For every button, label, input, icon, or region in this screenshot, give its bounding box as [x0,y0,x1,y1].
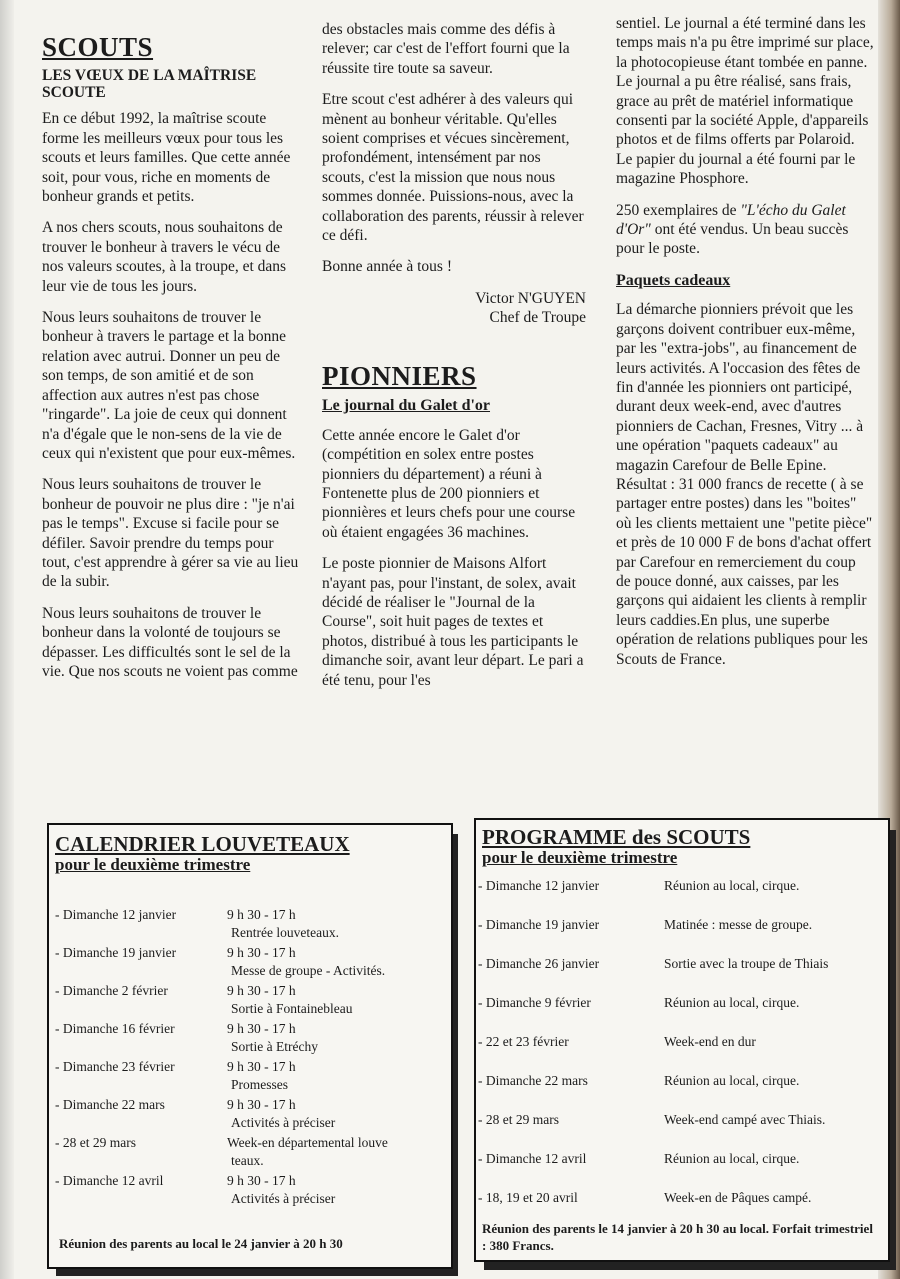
calendar-row-activity: teaux. [231,1153,264,1168]
calendar-row-time: 9 h 30 - 17 h [227,1173,296,1188]
calendar-row-time: 9 h 30 - 17 h [227,907,296,922]
calendar-subtitle: pour le deuxième trimestre [55,855,251,874]
paragraph: des obstacles mais comme des défis à relever; car c'est de l'effort fourni que la réussite tire toute sa saveur. [322,21,570,77]
calendar-row-activity: Sortie à Etréchy [231,1039,318,1054]
programme-subtitle: pour le deuxième trimestre [482,848,678,867]
paragraph: Nous leurs souhaitons de trouver le bonheur à travers le partage et la bonne relation avec autrui. Donner un peu de son temps, de son amitié et de son affection aux autres n'est pas chose "ringarde". La joie de ceux qui donnent n'a d'égale que le non-sens de la vie de ceux qui n'existent que pour eux-mêmes. [42,309,296,462]
programme-row-activity: Sortie avec la troupe de Thiais [664,956,829,971]
programme-row-activity: Week-end en dur [664,1034,756,1049]
paragraph: Nous leurs souhaitons de trouver le bonheur dans la volonté de toujours se dépasser. Les difficultés sont le sel de la vie. Que nos scouts ne voient pas comme [42,604,298,680]
calendar-row-activity: Rentrée louveteaux. [231,925,339,940]
column-middle [322,20,586,702]
copies-prefix: 250 exemplaires de [616,201,741,219]
calendar-louveteaux-box [47,823,453,1269]
programme-row-date: - Dimanche 19 janvier [478,917,600,932]
calendar-list [55,907,445,1207]
subheading-paquets: Paquets cadeaux [616,271,731,289]
programme-title: PROGRAMME des SCOUTS [482,825,751,849]
subheading-voeux: LES VŒUX DE LA MAÎTRISE SCOUTE [42,67,257,102]
section-heading-scouts: SCOUTS [42,32,154,62]
copies-title: "L'écho du Galet d'Or" [616,201,846,239]
programme-row-activity: Matinée : messe de groupe. [664,917,813,932]
programme-scouts-box [474,818,890,1262]
calendar-row-date: - Dimanche 22 mars [55,1097,165,1112]
programme-note: Réunion des parents le 14 janvier à 20 h 30 au local. Forfait trimestriel : 380 Francs. [482,1221,873,1253]
calendar-row-time: 9 h 30 - 17 h [227,945,296,960]
programme-row-date: - Dimanche 9 février [478,995,591,1010]
calendar-row-time: Week-en départemental louve [227,1135,388,1150]
subheading-journal: Le journal du Galet d'or [322,397,491,415]
column-scouts [42,32,300,693]
paragraph: Nous leurs souhaitons de trouver le bonheur de pouvoir ne plus dire : "je n'ai pas le temps". Excuse si facile pour se défiler. Savoir prendre du temps pour tout, c'est apprendre à gérer sa vie au lieu de la subir. [42,476,299,591]
calendar-row-time: 9 h 30 - 17 h [227,1021,296,1036]
calendar-row-date: - Dimanche 23 février [55,1059,175,1074]
programme-row-date: - Dimanche 12 janvier [478,878,600,893]
calendar-row-activity: Messe de groupe - Activités. [231,963,386,978]
calendar-row-activity: Activités à préciser [231,1115,336,1130]
section-heading-pionniers: PIONNIERS [322,360,477,391]
programme-row-date: - 22 et 23 février [478,1034,569,1049]
copies-suffix: ont été vendus. Un beau succès pour le poste. [616,221,849,258]
calendar-row-activity: Promesses [231,1077,288,1092]
paragraph: A nos chers scouts, nous souhaitons de trouver le bonheur à travers le vécu de nos valeurs scoutes, à la troupe, et dans leur vie de tous les jours. [42,219,287,295]
paragraph: Etre scout c'est adhérer à des valeurs qui mènent au bonheur véritable. Qu'elles soient comprises et vécues sincèrement, profondément, intensément par nos scouts, c'est la mission que nous nous sommes donnée. Puissions-nous, avec la collaboration des parents, réussir à relever ce défi. [322,91,584,245]
paragraph-copies [616,201,874,259]
paragraph: sentiel. Le journal a été terminé dans les temps mais n'a pu être imprimé sur place, la photocopieuse étant tombée en panne. Le journal a pu être réalisé, sans frais, grace au prêt de matériel informatique consenti par la société Apple, d'appareils photos et de films offerts par Polaroid. Le papier du journal a été fourni par le magazine Phosphore. [616,15,874,188]
programme-row-activity: Réunion au local, cirque. [664,1073,800,1088]
signature-role: Chef de Troupe [489,308,586,326]
calendar-row-date: - Dimanche 12 janvier [55,907,177,922]
signature-name: Victor N'GUYEN [475,289,586,307]
page-edge-left [0,0,14,1279]
programme-row-activity: Réunion au local, cirque. [664,1151,800,1166]
programme-row-activity: Réunion au local, cirque. [664,995,800,1010]
calendar-row-time: 9 h 30 - 17 h [227,983,296,998]
calendar-row-date: - Dimanche 12 avril [55,1173,164,1188]
calendar-row-time: 9 h 30 - 17 h [227,1059,296,1074]
paragraph: Le poste pionnier de Maisons Alfort n'ayant pas, pour l'instant, de solex, avait décidé de réaliser le "Journal de la Course", soit huit pages de textes et photos, distribué à tous les participants le dimanche soir, avant leur départ. Le pari a été tenu, pour l'es [322,555,584,689]
programme-row-date: - Dimanche 26 janvier [478,956,600,971]
column-right [616,14,874,681]
calendar-row-activity: Sortie à Fontainebleau [231,1001,353,1016]
paragraph: En ce début 1992, la maîtrise scoute forme les meilleurs vœux pour tous les scouts et leurs familles. Que cette année soit, pour vous, riche en moments de bonheur grands et petits. [42,110,291,206]
calendar-note: Réunion des parents au local le 24 janvier à 20 h 30 [59,1236,343,1251]
calendar-row-date: - Dimanche 19 janvier [55,945,177,960]
calendar-row-activity: Activités à préciser [231,1191,336,1206]
signature [322,289,586,327]
calendar-row-date: - 28 et 29 mars [55,1135,136,1150]
programme-list [478,878,883,1208]
calendar-row-date: - Dimanche 16 février [55,1021,175,1036]
programme-row-activity: Week-end campé avec Thiais. [664,1112,826,1127]
programme-row-activity: Week-en de Pâques campé. [664,1190,812,1205]
calendar-title: CALENDRIER LOUVETEAUX [55,832,350,856]
calendar-row-date: - Dimanche 2 février [55,983,168,998]
calendar-row-time: 9 h 30 - 17 h [227,1097,296,1112]
paragraph: Bonne année à tous ! [322,258,452,276]
paragraph: La démarche pionniers prévoit que les garçons doivent contribuer eux-même, par les "extra-jobs", au financement de leurs activités. A l'occasion des fêtes de fin d'année les pionniers ont participé, durant deux week-end, avec d'autres pionniers de Cachan, Fresnes, Vitry ... à une opération "paquets cadeaux" au magazin Carefour de Belle Epine. Résultat : 31 000 francs de recette ( à se partager entre postes) dans les "boites" où les clients mettaient une "petite pièce" et près de 10 000 F de bons d'achat offert par Carefour en remerciement du coup de pouce donné, aux caisses, par les garçons qui aidaient les clients à remplir leurs caddies.En plus, une superbe opération de relations publiques pour les Scouts de France. [616,301,873,668]
paragraph: Cette année encore le Galet d'or (compétition en solex entre postes pionniers du département) a réuni à Fontenette plus de 200 pionniers et pionnières et leurs chefs pour une course où étaient engagées 36 machines. [322,426,576,541]
programme-row-date: - Dimanche 12 avril [478,1151,587,1166]
programme-row-date: - 28 et 29 mars [478,1112,559,1127]
programme-row-date: - 18, 19 et 20 avril [478,1190,578,1205]
programme-row-date: - Dimanche 22 mars [478,1073,588,1088]
programme-row-activity: Réunion au local, cirque. [664,878,800,893]
